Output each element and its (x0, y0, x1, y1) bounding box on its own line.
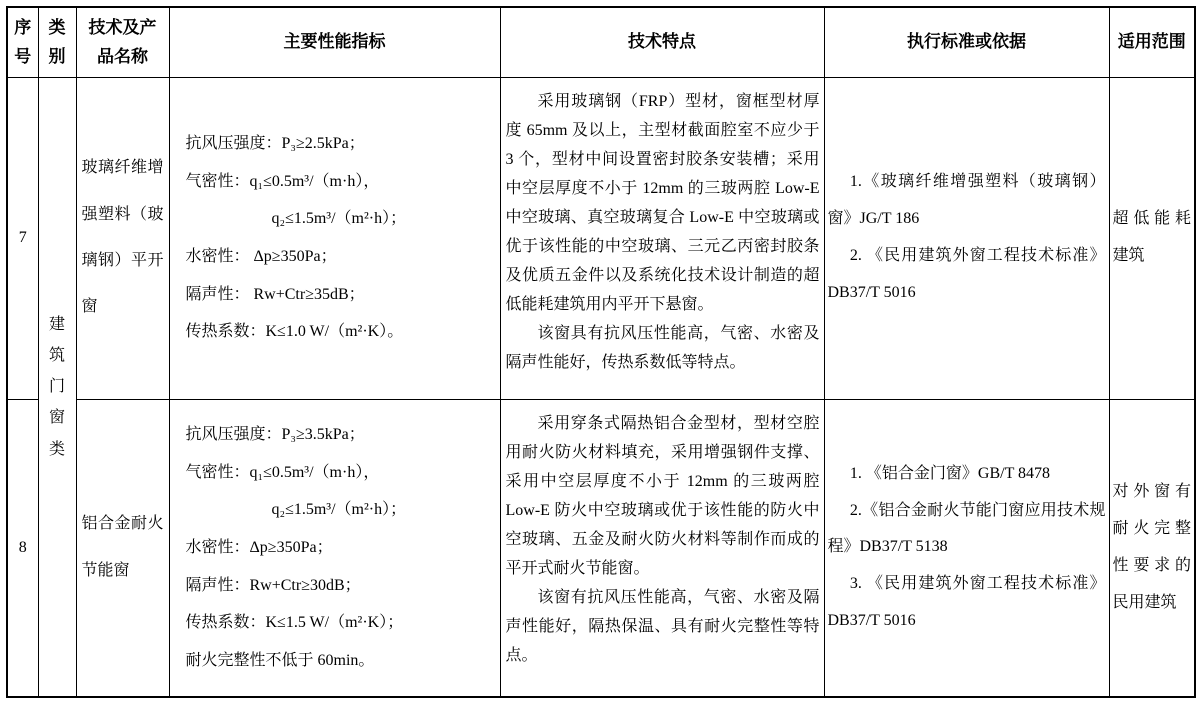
features-paragraph: 采用穿条式隔热铝合金型材，型材空腔用耐火防火材料填充，采用增强钢件支撑、采用中空层厚度不小于 12mm 的三玻两腔 Low-E 防火中空玻璃或优于该性能的防火中空玻璃、五金及耐火防火材料等制作而成的平开式耐火节能窗。 (505, 414, 820, 578)
standard-item: 2. 《民用建筑外窗工程技术标准》DB37/T 5016 (827, 247, 1106, 301)
indicator-line: 隔声性： Rw+Ctr≥35dB； (185, 285, 365, 303)
performance-cell (169, 399, 500, 697)
features-paragraph: 采用玻璃钢（FRP）型材，窗框型材厚度 65mm 及以上，主型材截面腔室不应少于 3 个，型材中间设置密封胶条安装槽；采用中空层厚度不小于 12mm 的三玻两腔 Low-E 中空玻璃、真空玻璃复合 Low-E 中空玻璃或优于该性能的中空玻璃、三元乙丙密封胶条及优质五金件以及系统化技术设计制造的超低能耗建筑用内平开下悬窗。 (505, 92, 820, 314)
features-cell (500, 77, 824, 399)
features-paragraph: 该窗具有抗风压性能高，气密、水密及隔声性能好，传热系数低等特点。 (505, 325, 820, 372)
scope-cell (1109, 399, 1195, 697)
header-performance: 主要性能指标 (169, 7, 500, 77)
table-body (7, 77, 1195, 697)
indicator-line: 传热系数：K≤1.0 W/（m²·K）。 (185, 323, 404, 341)
scope-text: 对外窗有耐火完整性要求的民用建筑 (1112, 483, 1191, 611)
standards-cell (824, 399, 1109, 697)
indicator-line: 水密性：Δp≥350Pa； (185, 538, 333, 556)
standards-cell (824, 77, 1109, 399)
indicator-line: q₂≤1.5m³/（m²·h）； (271, 501, 407, 519)
serial-no-cell: 8 (7, 399, 38, 697)
category-cell (38, 77, 76, 697)
features-cell (500, 399, 824, 697)
indicator-line: 水密性： Δp≥350Pa； (185, 248, 337, 265)
indicator-line: 传热系数：K≤1.5 W/（m²·K）； (185, 614, 404, 632)
header-scope: 适用范围 (1109, 7, 1195, 77)
standard-item: 1. 《铝合金门窗》GB/T 8478 (849, 464, 1051, 482)
serial-no-cell: 7 (7, 77, 38, 399)
header-row (7, 7, 1195, 77)
document-sheet (6, 6, 1196, 698)
product-name-cell: 玻璃纤维增强塑料（玻璃钢）平开窗 (76, 77, 169, 399)
scope-text: 超低能耗建筑 (1112, 210, 1191, 264)
header-category: 类别 (38, 7, 76, 77)
header-standards: 执行标准或依据 (824, 7, 1109, 77)
products-table (6, 6, 1196, 698)
product-name-cell: 铝合金耐火节能窗 (76, 399, 169, 697)
table-header (7, 7, 1195, 77)
scope-cell (1109, 77, 1195, 399)
table-row (7, 77, 1195, 399)
table-row (7, 399, 1195, 697)
indicator-line: 抗风压强度：P₃≥2.5kPa； (185, 135, 365, 153)
category-label: 建筑门窗类 (49, 315, 66, 458)
header-product-name: 技术及产品名称 (76, 7, 169, 77)
features-paragraph: 该窗有抗风压性能高，气密、水密及隔声性能好，隔热保温、具有耐火完整性等特点。 (505, 589, 820, 665)
indicator-line: 气密性：q₁≤0.5m³/（m·h）， (185, 172, 380, 190)
standard-item: 3. 《民用建筑外窗工程技术标准》DB37/T 5016 (827, 575, 1106, 629)
performance-cell (169, 77, 500, 399)
indicator-line: 隔声性：Rw+Ctr≥30dB； (185, 576, 361, 594)
standard-item: 1.《玻璃纤维增强塑料（玻璃钢）窗》JG/T 186 (827, 173, 1106, 228)
standard-item: 2.《铝合金耐火节能门窗应用技术规程》DB37/T 5138 (827, 501, 1106, 556)
indicator-line: 抗风压强度：P₃≥3.5kPa； (185, 426, 365, 444)
header-features: 技术特点 (500, 7, 824, 77)
indicator-line: q₂≤1.5m³/（m²·h）； (271, 210, 407, 228)
indicator-line: 气密性：q₁≤0.5m³/（m·h）， (185, 463, 380, 481)
indicator-line: 耐火完整性不低于 60min。 (185, 651, 375, 669)
header-serial-no: 序号 (7, 7, 38, 77)
